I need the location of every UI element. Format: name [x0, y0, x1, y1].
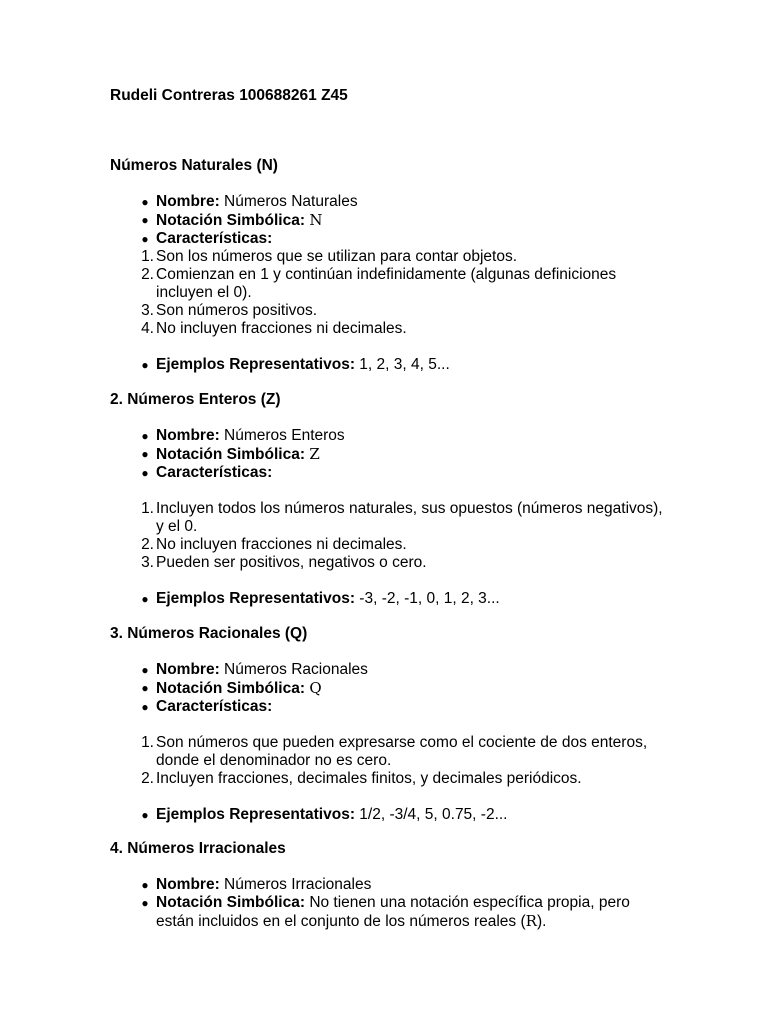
bullet-list	[110, 590, 710, 608]
bullet-icon: ●	[141, 681, 149, 695]
list-item: 2. Comienzan en 1 y continúan indefinidamente (algunas definiciones incluyen el 0).	[141, 266, 617, 301]
list-item-ejemplos: ● Ejemplos Representativos: 1, 2, 3, 4, 5...	[141, 356, 450, 373]
list-item: 4. No incluyen fracciones ni decimales.	[141, 320, 407, 337]
document-title: Rudeli Contreras 100688261 Z45	[110, 87, 348, 104]
list-item-nombre: ● Nombre: Números Enteros	[141, 427, 345, 444]
list-item: 3. Son números positivos.	[141, 302, 318, 319]
bullet-list	[110, 876, 710, 931]
section-heading: 3. Números Racionales (Q)	[110, 625, 308, 642]
list-item: 1. Son números que pueden expresarse como el cociente de dos enteros, donde el denominador no es cero.	[141, 734, 648, 769]
bullet-icon: ●	[141, 663, 149, 677]
bullet-icon: ●	[141, 700, 149, 714]
bullet-icon: ●	[141, 466, 149, 480]
section-racionales	[110, 625, 710, 824]
numbered-list	[110, 734, 710, 788]
bullet-icon: ●	[141, 429, 149, 443]
bullet-icon: ●	[141, 447, 149, 461]
list-item: 1. Incluyen todos los números naturales, sus opuestos (números negativos), y el 0.	[141, 500, 663, 535]
bullet-list	[110, 427, 710, 482]
section-irracionales	[110, 840, 710, 931]
section-naturales	[110, 157, 710, 374]
bullet-icon: ●	[141, 232, 149, 246]
list-item-ejemplos: ● Ejemplos Representativos: 1/2, -3/4, 5, 0.75, -2...	[141, 806, 508, 823]
bullet-list	[110, 356, 710, 374]
list-item: 3. Pueden ser positivos, negativos o cero.	[141, 554, 427, 571]
bullet-icon: ●	[141, 358, 149, 372]
bullet-icon: ●	[141, 213, 149, 227]
section-heading: 2. Números Enteros (Z)	[110, 391, 281, 408]
bullet-icon: ●	[141, 592, 149, 606]
list-item-notacion: ● Notación Simbólica: N	[141, 211, 323, 229]
list-item: 2. Incluyen fracciones, decimales finitos, y decimales periódicos.	[141, 770, 582, 787]
list-item: 1. Son los números que se utilizan para contar objetos.	[141, 248, 518, 265]
section-heading: 4. Números Irracionales	[110, 840, 286, 857]
list-item-caracteristicas: ● Características:	[141, 464, 273, 481]
list-item-caracteristicas: ● Características:	[141, 230, 273, 247]
list-item-nombre: ● Nombre: Números Naturales	[141, 193, 358, 210]
list-item-notacion: ● Notación Simbólica: No tienen una notación específica propia, pero están incluidos en el conjunto de los números reales (R).	[141, 894, 630, 930]
bullet-list	[110, 193, 710, 248]
section-heading: Números Naturales (N)	[110, 157, 278, 174]
bullet-list	[110, 806, 710, 824]
bullet-icon: ●	[141, 808, 149, 822]
list-item-ejemplos: ● Ejemplos Representativos: -3, -2, -1, 0, 1, 2, 3...	[141, 590, 500, 607]
list-item-nombre: ● Nombre: Números Irracionales	[141, 876, 372, 893]
bullet-icon: ●	[141, 878, 149, 892]
bullet-icon: ●	[141, 195, 149, 209]
list-item-notacion: ● Notación Simbólica: Q	[141, 679, 322, 697]
bullet-list	[110, 661, 710, 716]
list-item-caracteristicas: ● Características:	[141, 698, 273, 715]
list-item: 2. No incluyen fracciones ni decimales.	[141, 536, 407, 553]
list-item-nombre: ● Nombre: Números Racionales	[141, 661, 368, 678]
bullet-icon: ●	[141, 896, 149, 910]
section-enteros	[110, 391, 710, 608]
list-item-notacion: ● Notación Simbólica: Z	[141, 445, 320, 463]
numbered-list	[110, 248, 710, 338]
numbered-list	[110, 500, 710, 572]
